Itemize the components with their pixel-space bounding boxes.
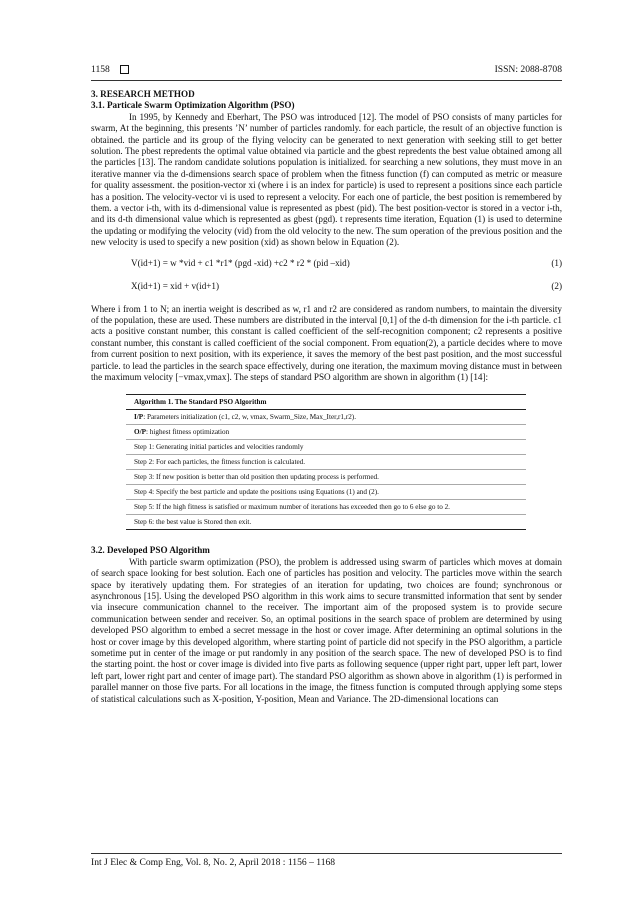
paragraph-developed-pso: With particle swarm optimization (PSO), the problem is addressed using swarm of particles which moves at domain of search space looking for best solution. Each one of particles has position and velocity. The particles move within the search space by iteratively updating them. For strategies of an iteration for updating, two choices are found; synchronous or asynchronous [15]. Using the developed PSO algorithm in this work aims to secure transmitted information that sent by sender via insecure communication channel to the receiver. The important aim of the proposed system is to provide secure communication between sender and receiver. So, an optimal positions in the search space of problem are determined by using developed PSO algorithm to embed a secret message in the host or cover image. After determining an optimal solutions in the host or cover image by this developed algorithm, where starting point of particle did not specify in the PSO algorithm, a particle sometime put in center of the image or put randomly in any position of the search space. The new of developed PSO is to find the starting point. the host or cover image is divided into five parts as following sequence (upper right part, upper left part, lower left part, lower right part and center of image part). The standard PSO algorithm as shown above in algorithm (1) is performed in parallel manner on those five parts. For all locations in the image, the fitness function is computed through applying some steps of statistical calculations such as X-position, Y-position, Mean and Variance. The 2D-dimensional locations can: [91, 556, 562, 704]
body-content: [91, 89, 562, 705]
equation-2: [91, 281, 562, 292]
algorithm-box: [126, 394, 526, 530]
algorithm-step: Step 1: Generating initial particles and velocities randomly: [126, 440, 526, 455]
square-icon: [120, 65, 129, 74]
algorithm-step: Step 5: If the high fitness is satisfied or maximum number of iterations has exceeded then go to 6 else go to 2.: [126, 500, 526, 515]
equation-2-number: (2): [551, 281, 562, 292]
issn-label: ISSN: 2088-8708: [494, 63, 562, 75]
page-header: [91, 62, 562, 76]
algorithm-title: Algorithm 1. The Standard PSO Algorithm: [126, 395, 526, 410]
equation-1-number: (1): [551, 257, 562, 268]
subsection-heading-3-2: 3.2. Developed PSO Algorithm: [91, 545, 210, 556]
algorithm-input: [126, 410, 526, 425]
paragraph-parameters: Where i from 1 to N; an inertia weight is described as w, r1 and r2 are considered as random numbers, to maintain the diversity of the population, these are used. These numbers are distributed in the interval [0,1] of the d-th dimension for the i-th particle. c1 acts a positive constant number, this constant is called coefficient of the self-recognition component; c2 represents a positive constant number, this constant is called coefficient of the social component. From equation(2), a particle decides where to move from current position to next position, with its experience, it saves the memory of the best past position, and the most successful particle. to lead the particles in the search space effectively, during one iteration, the maximum moving distance must in between the maximum velocity [−vmax,vmax]. The steps of standard PSO algorithm are shown in algorithm (1) [14]:: [91, 303, 562, 382]
subsection-heading-3-1: 3.1. Particale Swarm Optimization Algorithm (PSO): [91, 100, 295, 111]
equation-1-text: V(id+1) = w *vid + c1 *r1* (pgd -xid) +c2 * r2 * (pid –xid): [131, 257, 350, 268]
page-number: 1158: [91, 63, 110, 75]
output-label: O/P: [134, 428, 146, 437]
paragraph-pso-intro: In 1995, by Kennedy and Eberhart, The PSO was introduced [12]. The model of PSO consists of many particles for swarm, At the beginning, this presents ’N’ number of particles randomly. for each particle, the result of an objective function is obtained. the particle and its group of the flying velocity can be generated to next generation with seeking still to get better solution. The pbest repredents the optimal value obtained via particle and the gbest repredents the best value obtained among all the particles [13]. The random candidate solutions population is initialized. for searching a new solutions, they must move in an iterative manner via the d-dimensions search space of problem when the fitness function (f) can computed as metric or measure for quality assessment. the position-vector xi (where i is an index for particle) is used to represent a positions since each particle has a position. The velocity-vector vi is used to represent a velocity. For each one of particle, the best position is remembered by them. a vector i-th, with its d-dimensional value is represented as pbest (pid). The best position-vector is stored in a vector i-th, and its d-th dimensional value which is represented as gbest (pgd). t represents time iteration, Equation (1) is used to determine the updating or modifying the velocity (vid) from the old velocity to the new. The sum operation of the previous position and the new velocity is used to specify a new position (xid) as shown below in Equation (2).: [91, 111, 562, 248]
algorithm-step: Step 4: Specify the best particle and update the positions using Equations (1) and (2).: [126, 485, 526, 500]
footer-rule: [91, 853, 562, 854]
input-label: I/P: [134, 413, 144, 422]
algorithm-output: [126, 425, 526, 440]
algorithm-step: Step 6: the best value is Stored then exit.: [126, 515, 526, 530]
algorithm-step: Step 2: For each particles, the fitness function is calculated.: [126, 455, 526, 470]
output-text: : highest fitness optimization: [145, 428, 230, 437]
algorithm-step: Step 3: If new position is better than old position then updating process is performed.: [126, 470, 526, 485]
equation-2-text: X(id+1) = xid + v(id+1): [131, 281, 219, 292]
header-rule: [91, 80, 562, 81]
input-text: : Parameters initialization (c1, c2, w, vmax, Swarm_Size, Max_Iter,r1,r2).: [143, 413, 356, 422]
section-heading: 3. RESEARCH METHOD: [91, 89, 195, 99]
equation-1: [91, 258, 562, 269]
footer-citation: Int J Elec & Comp Eng, Vol. 8, No. 2, April 2018 : 1156 – 1168: [91, 857, 336, 868]
